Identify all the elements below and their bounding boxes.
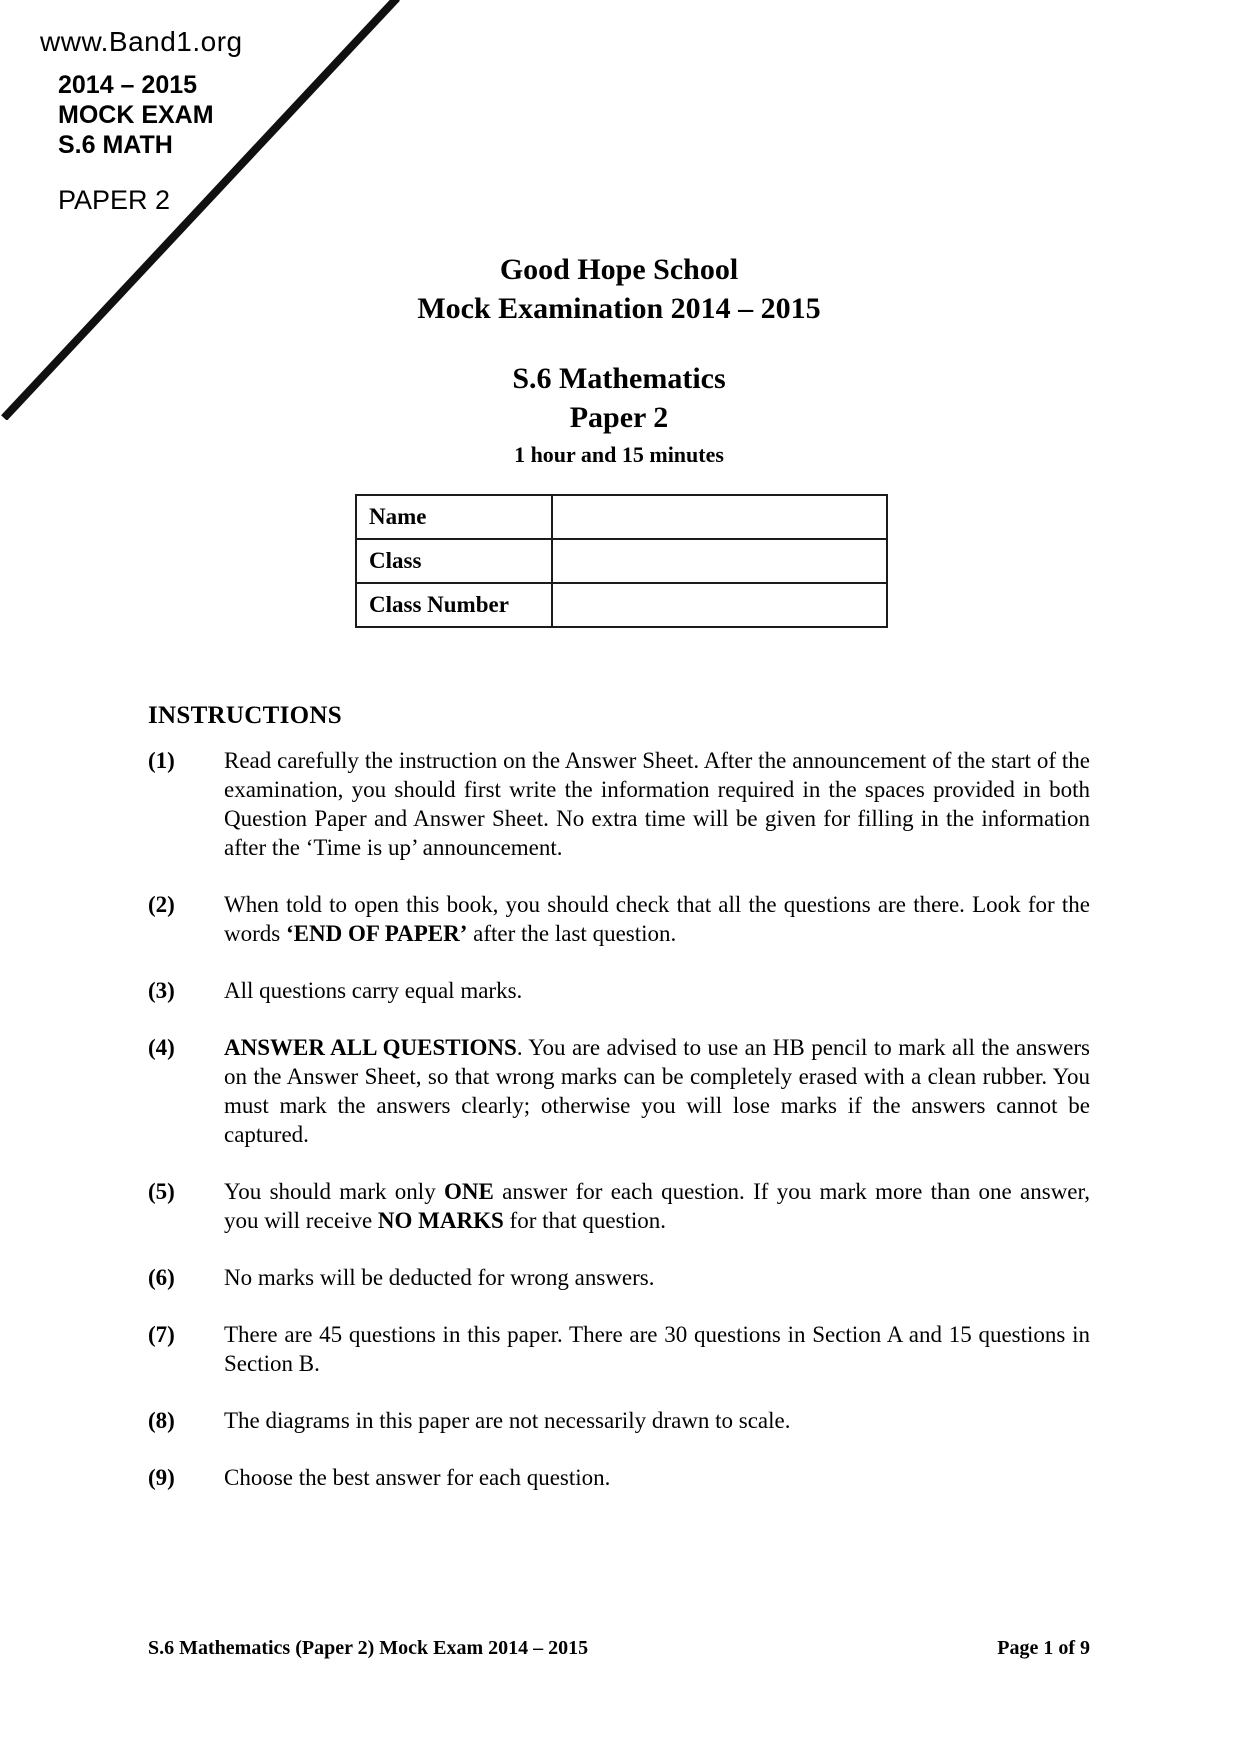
instruction-text-segment: Read carefully the instruction on the Answer Sheet. After the announcement of the start of the examination, you should first write the information required in the spaces provided in both Question Paper and Answer Sheet. No extra time will be given for filling in the information after the ‘Time is up’ announcement. <box>224 748 1090 860</box>
instruction-text <box>224 1177 1090 1235</box>
page-footer <box>148 1636 1090 1660</box>
instruction-number: (9) <box>148 1465 175 1490</box>
instruction-text <box>224 976 1090 1005</box>
info-table-body <box>356 495 887 627</box>
instruction-text-segment: after the last question. <box>467 921 677 946</box>
duration-label: 1 hour and 15 minutes <box>514 442 724 467</box>
info-table-row <box>356 495 887 539</box>
instruction-text-segment: When told to open this book, you should check that all the questions are there. Look for the words <box>224 892 1090 946</box>
corner-exam-lines <box>58 70 243 160</box>
instruction-bold-segment: NO MARKS <box>377 1208 504 1233</box>
instruction-number: (3) <box>148 978 175 1003</box>
school-name: Good Hope School <box>499 253 739 286</box>
info-table-row <box>356 583 887 627</box>
info-table-label: Name <box>356 495 552 539</box>
instruction-text-segment: All questions carry equal marks. <box>224 978 523 1003</box>
subject-block <box>148 359 1090 473</box>
exam-title: Mock Examination 2014 – 2015 <box>417 292 821 325</box>
instruction-item <box>148 1033 1090 1149</box>
instruction-text <box>224 890 1090 948</box>
instruction-number: (2) <box>148 892 175 917</box>
instructions-heading: INSTRUCTIONS <box>148 702 342 729</box>
info-table-row <box>356 539 887 583</box>
instruction-text <box>224 1263 1090 1292</box>
instruction-text-segment: No marks will be deducted for wrong answers. <box>224 1265 655 1290</box>
subject-title: S.6 Mathematics <box>512 362 726 395</box>
instruction-bold-segment: ANSWER ALL QUESTIONS <box>224 1035 517 1060</box>
instruction-item <box>148 890 1090 948</box>
corner-mock-exam-line: MOCK EXAM <box>58 101 214 129</box>
instruction-number: (8) <box>148 1408 175 1433</box>
instructions-list <box>148 746 1090 1520</box>
instruction-text <box>224 1463 1090 1492</box>
instruction-number: (5) <box>148 1179 175 1204</box>
instruction-number: (1) <box>148 748 175 773</box>
instruction-text <box>224 1406 1090 1435</box>
footer-document-title: S.6 Mathematics (Paper 2) Mock Exam 2014 – 2015 <box>148 1637 589 1659</box>
footer-page-number: Page 1 of 9 <box>997 1637 1090 1659</box>
instruction-item <box>148 1320 1090 1378</box>
instruction-item <box>148 1177 1090 1235</box>
instruction-number: (6) <box>148 1265 175 1290</box>
instruction-text-segment: There are 45 questions in this paper. There are 30 questions in Section A and 15 questions in Section B. <box>224 1322 1090 1376</box>
info-table-value-cell <box>552 495 887 539</box>
instruction-item <box>148 1263 1090 1292</box>
title-block <box>148 250 1090 473</box>
instruction-text <box>224 746 1090 862</box>
instruction-text-segment: answer for each question. If you mark more than one answer, you will receive <box>224 1179 1090 1233</box>
info-table-value-cell <box>552 539 887 583</box>
instruction-text-segment: You should mark only <box>224 1179 444 1204</box>
instruction-item <box>148 1406 1090 1435</box>
instruction-item <box>148 1463 1090 1492</box>
website-label: www.Band1.org <box>40 26 243 57</box>
corner-paper-line: PAPER 2 <box>58 185 171 215</box>
info-table-value-cell <box>552 583 887 627</box>
instruction-text-segment: Choose the best answer for each question. <box>224 1465 611 1490</box>
instruction-text-segment: for that question. <box>503 1208 667 1233</box>
instruction-item <box>148 746 1090 862</box>
corner-subject-line: S.6 MATH <box>58 131 173 159</box>
instruction-text <box>224 1320 1090 1378</box>
instruction-text-segment: . You are advised to use an HB pencil to mark all the answers on the Answer Sheet, so that wrong marks can be completely erased with a clean rubber. You must mark the answers clearly; otherwise you will lose marks if the answers cannot be captured. <box>224 1035 1090 1147</box>
paper-title: Paper 2 <box>569 401 669 434</box>
corner-year-line: 2014 – 2015 <box>58 71 198 99</box>
instruction-number: (7) <box>148 1322 175 1347</box>
instruction-bold-segment: ONE <box>444 1179 494 1204</box>
instruction-bold-segment: ‘END OF PAPER’ <box>285 921 468 946</box>
info-table-label: Class Number <box>356 583 552 627</box>
instruction-text-segment: The diagrams in this paper are not necessarily drawn to scale. <box>224 1408 791 1433</box>
corner-stamp <box>40 26 243 215</box>
student-info-table <box>355 494 888 628</box>
instruction-item <box>148 976 1090 1005</box>
instruction-number: (4) <box>148 1035 175 1060</box>
info-table-label: Class <box>356 539 552 583</box>
instruction-text <box>224 1033 1090 1149</box>
